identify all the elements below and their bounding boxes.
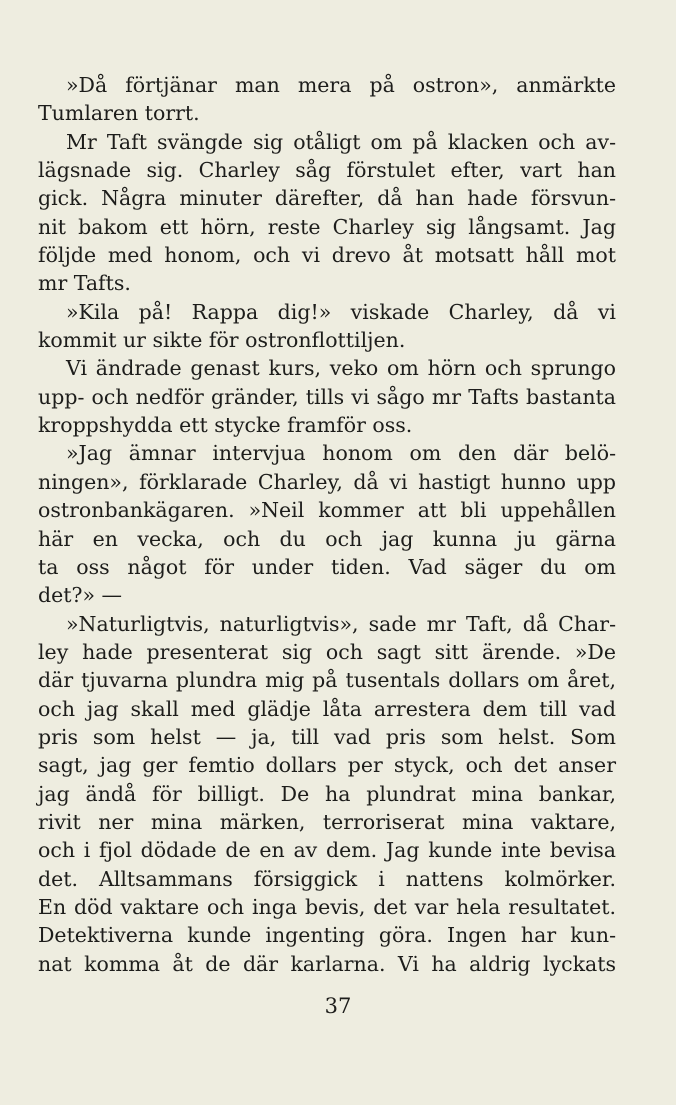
text-line: pris som helst — ja, till vad pris som helst. Som xyxy=(38,724,616,749)
text-line: det. Alltsammans försiggick i nattens kolmörker. xyxy=(38,866,616,891)
text-line: ley hade presenterat sig och sagt sitt ärende. »De xyxy=(38,639,616,664)
text-line: mr Tafts. xyxy=(38,271,131,296)
text-line: jag ändå för billigt. De ha plundrat mina bankar, xyxy=(38,781,616,806)
text-line: »Naturligtvis, naturligtvis», sade mr Taft, då Char- xyxy=(66,611,616,636)
text-line: Vi ändrade genast kurs, veko om hörn och sprungo xyxy=(66,356,616,381)
text-line: ta oss något för under tiden. Vad säger du om xyxy=(38,554,616,579)
text-line: Tumlaren torrt. xyxy=(38,101,200,126)
text-line: kommit ur sikte för ostronflottiljen. xyxy=(38,328,406,353)
text-line: »Då förtjänar man mera på ostron», anmärkte xyxy=(66,73,616,97)
text-line: Mr Taft svängde sig otåligt om på klacken och av- xyxy=(66,129,616,154)
text-line: »Kila på! Rappa dig!» viskade Charley, då vi xyxy=(66,299,616,324)
text-line: Detektiverna kunde ingenting göra. Ingen har kun- xyxy=(38,923,616,948)
text-line: här en vecka, och du och jag kunna ju gärna xyxy=(38,526,616,551)
text-line: »Jag ämnar intervjua honom om den där belö- xyxy=(66,441,616,466)
text-line: upp- och nedför gränder, tills vi sågo mr Tafts bastanta xyxy=(38,384,616,409)
page-number: 37 xyxy=(324,994,352,1018)
text-line: rivit ner mina märken, terroriserat mina vaktare, xyxy=(38,809,616,834)
text-line: gick. Några minuter därefter, då han hade försvun- xyxy=(38,186,616,211)
text-line: och i fjol dödade de en av dem. Jag kunde inte bevisa xyxy=(38,838,616,863)
text-line: nat komma åt de där karlarna. Vi ha aldrig lyckats xyxy=(38,951,616,976)
text-line: En död vaktare och inga bevis, det var hela resultatet. xyxy=(38,894,616,919)
text-line: och jag skall med glädje låta arrestera dem till vad xyxy=(38,696,616,721)
text-line: följde med honom, och vi drevo åt motsatt håll mot xyxy=(38,243,616,268)
text-line: ningen», förklarade Charley, då vi hastigt hunno upp xyxy=(38,469,616,494)
body-text xyxy=(38,71,616,978)
text-line: ostronbankägaren. »Neil kommer att bli uppehållen xyxy=(38,498,616,523)
text-line: nit bakom ett hörn, reste Charley sig långsamt. Jag xyxy=(38,214,616,239)
text-line: lägsnade sig. Charley såg förstulet efter, vart han xyxy=(38,158,616,183)
text-line: det?» — xyxy=(38,583,123,608)
text-line: där tjuvarna plundra mig på tusentals dollars om året, xyxy=(38,668,616,693)
text-line: kroppshydda ett stycke framför oss. xyxy=(38,413,413,438)
text-line: sagt, jag ger femtio dollars per styck, och det anser xyxy=(38,753,616,778)
